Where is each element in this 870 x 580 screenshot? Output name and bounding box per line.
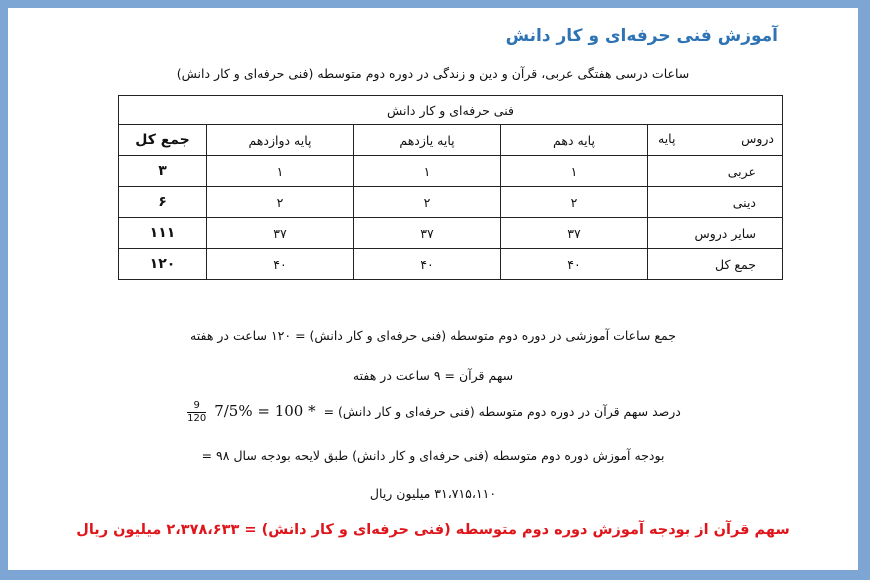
quran-percent-note	[8, 400, 858, 425]
corner-header	[648, 125, 783, 156]
table-caption: فنی حرفه‌ای و کار دانش	[119, 96, 783, 125]
quran-hours-note: سهم قرآن = ۹ ساعت در هفته	[352, 368, 514, 383]
column-header: پایه دهم	[501, 125, 648, 156]
table-cell: ۲	[501, 187, 648, 218]
table-cell: ۲	[354, 187, 501, 218]
table-cell: ۳۷	[207, 218, 354, 249]
table-cell: ۱	[207, 156, 354, 187]
row-total: ۶	[119, 187, 207, 218]
table-cell: ۴۰	[501, 249, 648, 280]
total-hours-note: جمع ساعات آموزشی در دوره دوم متوسطه (فنی حرفه‌ای و کار دانش) = ۱۲۰ ساعت در هفته	[190, 328, 676, 343]
fraction-denominator: 120	[187, 413, 207, 424]
row-total: ۱۱۱	[119, 218, 207, 249]
table-header-row	[119, 125, 783, 156]
column-header: پایه دوازدهم	[207, 125, 354, 156]
document-page	[8, 8, 858, 570]
hours-table	[118, 95, 783, 280]
table-cell: ۴۰	[354, 249, 501, 280]
column-header: پایه یازدهم	[354, 125, 501, 156]
table-row	[119, 249, 783, 280]
table-row	[119, 187, 783, 218]
table-cell: ۱	[501, 156, 648, 187]
table-cell: ۳۷	[354, 218, 501, 249]
row-total: ۳	[119, 156, 207, 187]
row-label: سایر دروس	[648, 218, 783, 249]
corner-label-subjects: دروس	[741, 131, 774, 146]
row-label: جمع کل	[648, 249, 783, 280]
quran-percent-label: درصد سهم قرآن در دوره دوم متوسطه (فنی حرفه‌ای و کار دانش) =	[323, 404, 681, 419]
table-cell: ۴۰	[207, 249, 354, 280]
corner-label-grade: پایه	[658, 131, 676, 146]
table-cell: ۳۷	[501, 218, 648, 249]
page-subtitle: ساعات درسی هفتگی عربی، قرآن و دین و زندگی در دوره دوم متوسطه (فنی حرفه‌ای و کار دانش)	[176, 66, 690, 81]
row-label: دینی	[648, 187, 783, 218]
row-total: ۱۲۰	[119, 249, 207, 280]
fraction-numerator: 9	[187, 400, 206, 413]
column-header-total: جمع کل	[119, 125, 207, 156]
percent-formula: 7/5% = 100 *	[214, 402, 316, 420]
page-title: آموزش فنی حرفه‌ای و کار دانش	[505, 26, 778, 46]
table-caption-row	[119, 96, 783, 125]
table-row	[119, 156, 783, 187]
budget-amount: ۳۱،۷۱۵،۱۱۰ میلیون ریال	[369, 486, 497, 501]
row-label: عربی	[648, 156, 783, 187]
budget-note: بودجه آموزش دوره دوم متوسطه (فنی حرفه‌ای و کار دانش) طبق لایحه بودجه سال ۹۸ =	[201, 448, 665, 463]
table-cell: ۲	[207, 187, 354, 218]
quran-budget-share: سهم قرآن از بودجه آموزش دوره دوم متوسطه (فنی حرفه‌ای و کار دانش) = ۲،۳۷۸،۶۳۳ میلیون ریال	[76, 522, 790, 538]
table-cell: ۱	[354, 156, 501, 187]
fraction	[187, 400, 206, 425]
table-row	[119, 218, 783, 249]
